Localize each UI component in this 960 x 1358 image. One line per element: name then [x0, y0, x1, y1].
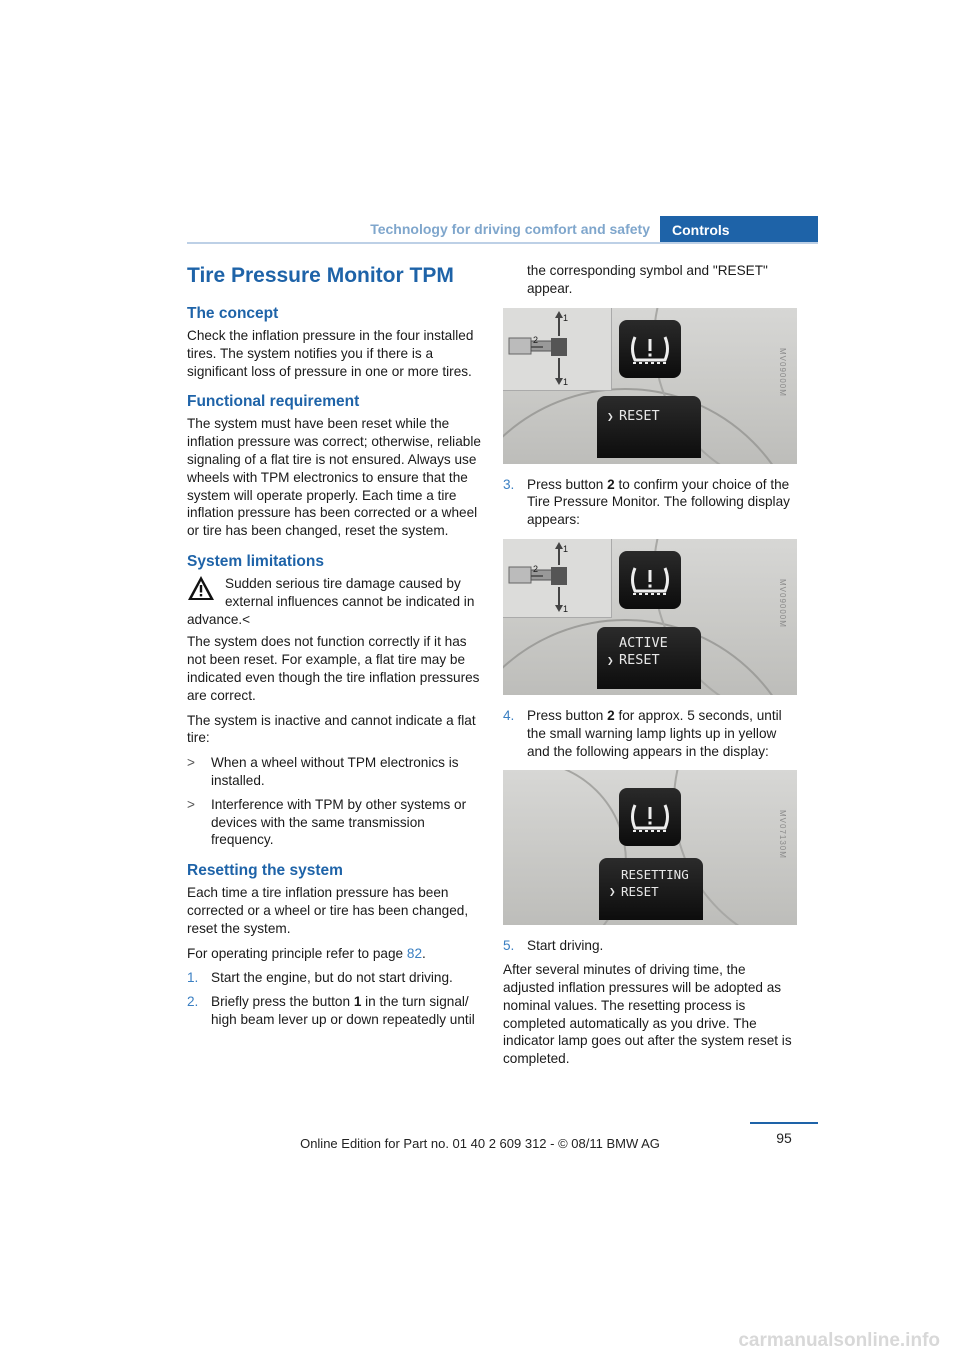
turn-signal-lever-icon — [503, 308, 611, 390]
bullet-marker: > — [187, 796, 195, 812]
step-3 — [503, 476, 798, 529]
step-text-cont: in the turn signal/ high beam lever up or down repeatedly until — [211, 994, 475, 1027]
step-text: Start driving. — [527, 938, 604, 954]
chevron-right-icon: ❯ — [607, 653, 614, 667]
lever-label: 2 — [533, 563, 539, 574]
caution-tail: advance.< — [187, 611, 251, 627]
bullet-text: Interference with TPM by other systems or devices with the same transmission frequency. — [211, 796, 467, 848]
display-line: RESETTING — [621, 867, 689, 883]
step-number: 3. — [503, 476, 515, 492]
image-code: MV09000M — [778, 347, 787, 397]
functional-heading: Functional requirement — [187, 393, 360, 411]
header-rule — [187, 242, 818, 244]
tpm-symbol-badge — [619, 788, 681, 846]
step-text-cont: to confirm your choice of the Tire Pressure Monitor. The following display appears: — [527, 476, 790, 528]
display-line: RESET — [621, 884, 659, 900]
functional-text: The system must have been reset while the inflation pressure was correct; otherwise, reliable signaling of a flat tire is not ensured. Always use wheels with TPM electronics to ensure that the system will operate properly. Each time a tire inflation pressure has been corrected or a wheel or tire has been changed, reset the system. — [187, 416, 481, 539]
chevron-right-icon: ❯ — [607, 409, 614, 423]
step-text: Start the engine, but do not start driving. — [211, 970, 453, 986]
edition-footer: Online Edition for Part no. 01 40 2 609 312 - © 08/11 BMW AG — [300, 1136, 660, 1151]
concept-text: Check the inflation pressure in the four installed tires. The system notifies you if there is a significant loss of pressure in one or more tires. — [187, 328, 474, 379]
display-line: RESET — [619, 407, 660, 424]
step-5 — [503, 937, 798, 955]
display-image-reset — [503, 308, 797, 464]
button-ref: 2 — [607, 476, 615, 492]
running-header-title: Technology for driving comfort and safety — [370, 221, 650, 237]
resetting-heading: Resetting the system — [187, 862, 343, 880]
display-line: ACTIVE — [619, 634, 668, 651]
page-reference — [187, 945, 482, 963]
step-4 — [503, 707, 798, 760]
display-line: RESET — [619, 651, 660, 668]
step-number: 5. — [503, 938, 515, 954]
step-text-cont: for approx. 5 seconds, until the small warning lamp lights up in yellow and the following appears in the display: — [527, 707, 782, 759]
step-2-continuation: the corresponding symbol and "RESET" appear. — [527, 263, 768, 296]
step-number: 1. — [187, 970, 199, 986]
lever-illustration — [503, 308, 612, 391]
tire-pressure-warning-icon — [629, 563, 671, 597]
display-screen — [599, 858, 703, 920]
display-image-resetting — [503, 770, 797, 925]
chevron-right-icon: ❯ — [609, 885, 616, 899]
list-item — [187, 796, 482, 849]
bullet-marker: > — [187, 755, 195, 771]
page-reference-text: For operating principle refer to page — [187, 945, 404, 961]
tpm-symbol-badge — [619, 320, 681, 378]
step-2 — [187, 993, 482, 1029]
step-number: 2. — [187, 994, 199, 1010]
chapter-tab: Controls — [660, 216, 818, 243]
lever-illustration — [503, 539, 612, 618]
image-code: MV07130M — [778, 810, 787, 860]
bullet-text: When a wheel without TPM electronics is installed. — [211, 755, 459, 788]
lever-label: 1 — [563, 312, 569, 323]
concept-heading: The concept — [187, 305, 279, 322]
right-column — [503, 262, 798, 1075]
step-number: 4. — [503, 707, 515, 723]
step-text: Press button — [527, 476, 604, 492]
tpm-symbol-badge — [619, 551, 681, 609]
watermark: carmanualsonline.info — [738, 1330, 940, 1351]
page-link[interactable]: 82 — [406, 945, 423, 961]
limitations-text-2: The system is inactive and cannot indicate a flat tire: — [187, 712, 476, 746]
image-code: MV09000M — [778, 578, 787, 628]
page-reference-end: . — [422, 945, 426, 961]
limitations-text-1: The system does not function correctly if it has not been reset. For example, a flat tire may be indicated even though the tire inflation pressures are correct. — [187, 634, 480, 703]
display-screen — [597, 627, 701, 689]
step-1 — [187, 969, 482, 987]
list-item — [187, 754, 482, 790]
page-number: 95 — [776, 1130, 792, 1146]
tire-pressure-warning-icon — [629, 332, 671, 366]
step-text: Briefly press the button — [211, 994, 351, 1010]
limitations-heading: System limitations — [187, 552, 324, 570]
lever-label: 1 — [563, 376, 569, 387]
warning-triangle-icon — [187, 575, 215, 601]
button-ref: 1 — [353, 994, 362, 1010]
turn-signal-lever-icon — [503, 539, 611, 617]
caution-text: Sudden serious tire damage caused by external influences cannot be indicated in — [225, 575, 475, 609]
closing-text: After several minutes of driving time, the adjusted inflation pressures will be adopted as nominal values. The resetting process is completed automatically as you drive. The indicator lamp goes out after the system reset is completed. — [503, 962, 792, 1067]
left-column — [187, 262, 482, 1035]
caution-note — [187, 575, 482, 628]
resetting-text: Each time a tire inflation pressure has been corrected or a wheel or tire has been changed, reset the system. — [187, 885, 469, 936]
display-screen — [597, 396, 701, 458]
lever-label: 2 — [533, 334, 539, 345]
lever-label: 1 — [563, 603, 569, 614]
display-image-active-reset — [503, 539, 797, 695]
page-title: Tire Pressure Monitor TPM — [187, 264, 454, 287]
lever-label: 1 — [563, 543, 569, 554]
button-ref: 2 — [607, 707, 615, 723]
footer-rule — [750, 1122, 818, 1124]
tire-pressure-warning-icon — [629, 800, 671, 834]
step-text: Press button — [527, 707, 604, 723]
